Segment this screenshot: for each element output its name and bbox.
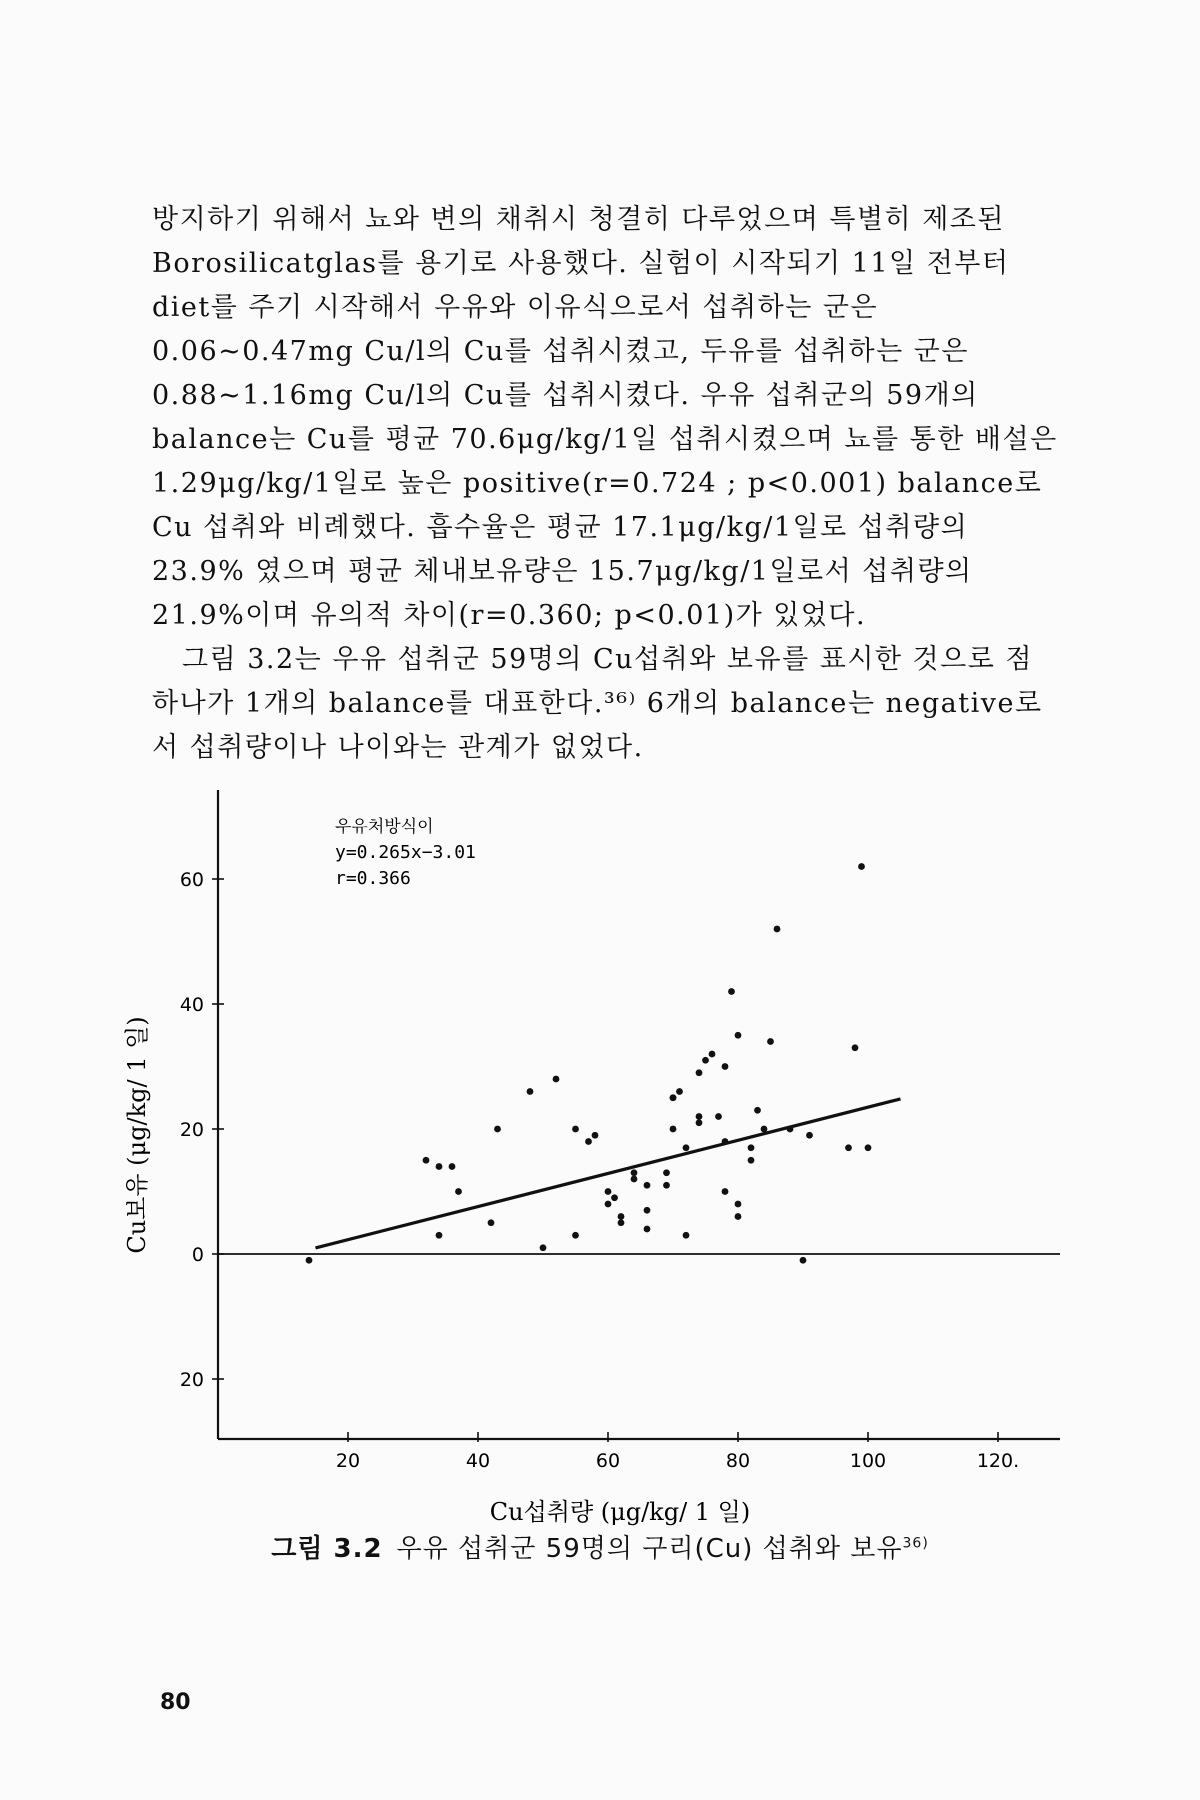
data-point bbox=[858, 863, 865, 870]
paragraph-2-wrap bbox=[152, 638, 1058, 770]
annotation-title: 우유처방식이 bbox=[335, 817, 434, 837]
data-point bbox=[670, 1094, 677, 1101]
data-point bbox=[605, 1188, 612, 1195]
x-tick-label: 80 bbox=[725, 1450, 751, 1472]
body-text bbox=[152, 198, 1058, 770]
data-point bbox=[754, 1107, 761, 1114]
y-tick-label: 20 bbox=[179, 1369, 204, 1391]
data-point bbox=[748, 1144, 755, 1151]
y-tick-label: 0 bbox=[191, 1244, 204, 1266]
chart-points bbox=[306, 863, 872, 1264]
data-point bbox=[696, 1119, 703, 1126]
data-point bbox=[852, 1044, 859, 1051]
y-tick-label: 20 bbox=[179, 1119, 204, 1141]
data-point bbox=[572, 1126, 579, 1133]
data-point bbox=[663, 1182, 670, 1189]
data-point bbox=[715, 1113, 722, 1120]
data-point bbox=[436, 1163, 443, 1170]
data-point bbox=[553, 1076, 560, 1083]
data-point bbox=[709, 1051, 716, 1058]
data-point bbox=[696, 1113, 703, 1120]
data-point bbox=[631, 1176, 638, 1183]
data-point bbox=[683, 1144, 690, 1151]
data-point bbox=[761, 1126, 768, 1133]
x-tick-label: 40 bbox=[465, 1450, 491, 1472]
data-point bbox=[865, 1144, 872, 1151]
data-point bbox=[449, 1163, 456, 1170]
data-point bbox=[735, 1201, 742, 1208]
data-point bbox=[618, 1213, 625, 1220]
data-point bbox=[494, 1126, 501, 1133]
data-point bbox=[722, 1063, 729, 1070]
scatter-chart bbox=[0, 780, 1200, 1540]
page-number: 80 bbox=[160, 1690, 191, 1715]
data-point bbox=[696, 1069, 703, 1076]
data-point bbox=[618, 1219, 625, 1226]
data-point bbox=[644, 1226, 651, 1233]
figure-caption bbox=[0, 1528, 1200, 1565]
chart-ticks bbox=[180, 869, 1019, 1472]
data-point bbox=[728, 988, 735, 995]
data-point bbox=[611, 1194, 618, 1201]
data-point bbox=[702, 1057, 709, 1064]
y-axis-label: Cu보유 (μg/kg/ 1 일) bbox=[123, 1016, 151, 1254]
x-tick-label: 100 bbox=[849, 1450, 887, 1472]
data-point bbox=[767, 1038, 774, 1045]
x-tick-label: 20 bbox=[335, 1450, 361, 1472]
data-point bbox=[800, 1257, 807, 1264]
data-point bbox=[644, 1207, 651, 1214]
paragraph-1: 방지하기 위해서 뇨와 변의 채취시 청결히 다루었으며 특별히 제조된 Borosilicatglas를 용기로 사용했다. 실험이 시작되기 11일 전부터 diet를 주기 시작해서 우유와 이유식으로서 섭취하는 군은 0.06~0.47mg Cu/l의 Cu를 섭취시켰고, 두유를 섭취하는 군은 0.88~1.16mg Cu/l의 Cu를 섭취시켰다. 우유 섭취군의 59개의 balance는 Cu를 평균 70.6μg/kg/1일 섭취시켰으며 뇨를 통한 배설은 1.29μg/kg/1일로 높은 positive(r=0.724 ; p<0.001) balance로 Cu 섭취와 비례했다. 흡수율은 평균 17.1μg/kg/1일로 섭취량의 23.9% 였으며 평균 체내보유량은 15.7μg/kg/1일로서 섭취량의 21.9%이며 유의적 차이(r=0.360; p<0.01)가 있었다. bbox=[152, 204, 1058, 631]
x-tick-label: 60 bbox=[595, 1450, 621, 1472]
data-point bbox=[572, 1232, 579, 1239]
data-point bbox=[806, 1132, 813, 1139]
data-point bbox=[585, 1138, 592, 1145]
caption-ref: 36) bbox=[902, 1535, 929, 1552]
caption-text: 우유 섭취군 59명의 구리(Cu) 섭취와 보유 bbox=[396, 1534, 903, 1564]
data-point bbox=[774, 926, 781, 933]
data-point bbox=[423, 1157, 430, 1164]
regression-line-group bbox=[316, 1099, 901, 1248]
x-tick-label: 120. bbox=[976, 1450, 1020, 1472]
annotation-equation: y=0.265x−3.01 bbox=[335, 842, 476, 863]
data-point bbox=[455, 1188, 462, 1195]
regression-line bbox=[316, 1099, 901, 1248]
y-tick-label: 60 bbox=[179, 869, 204, 891]
data-point bbox=[605, 1201, 612, 1208]
data-point bbox=[735, 1032, 742, 1039]
data-point bbox=[306, 1257, 313, 1264]
annotation-r: r=0.366 bbox=[335, 868, 411, 889]
data-point bbox=[670, 1126, 677, 1133]
data-point bbox=[436, 1232, 443, 1239]
y-tick-label: 40 bbox=[179, 994, 204, 1016]
data-point bbox=[644, 1182, 651, 1189]
data-point bbox=[592, 1132, 599, 1139]
figure-3-2 bbox=[0, 780, 1200, 1560]
data-point bbox=[527, 1088, 534, 1095]
data-point bbox=[663, 1169, 670, 1176]
data-point bbox=[735, 1213, 742, 1220]
x-axis-label: Cu섭취량 (μg/kg/ 1 일) bbox=[489, 1498, 751, 1526]
caption-figure-number: 그림 3.2 bbox=[271, 1534, 383, 1564]
data-point bbox=[631, 1169, 638, 1176]
data-point bbox=[540, 1244, 547, 1251]
data-point bbox=[683, 1232, 690, 1239]
data-point bbox=[488, 1219, 495, 1226]
data-point bbox=[722, 1188, 729, 1195]
data-point bbox=[748, 1157, 755, 1164]
data-point bbox=[845, 1144, 852, 1151]
data-point bbox=[676, 1088, 683, 1095]
paragraph-2: 그림 3.2는 우유 섭취군 59명의 Cu섭취와 보유를 표시한 것으로 점 하나가 1개의 balance를 대표한다.³⁶⁾ 6개의 balance는 negative로서 섭취량이나 나이와는 관계가 없었다. bbox=[152, 644, 1043, 763]
